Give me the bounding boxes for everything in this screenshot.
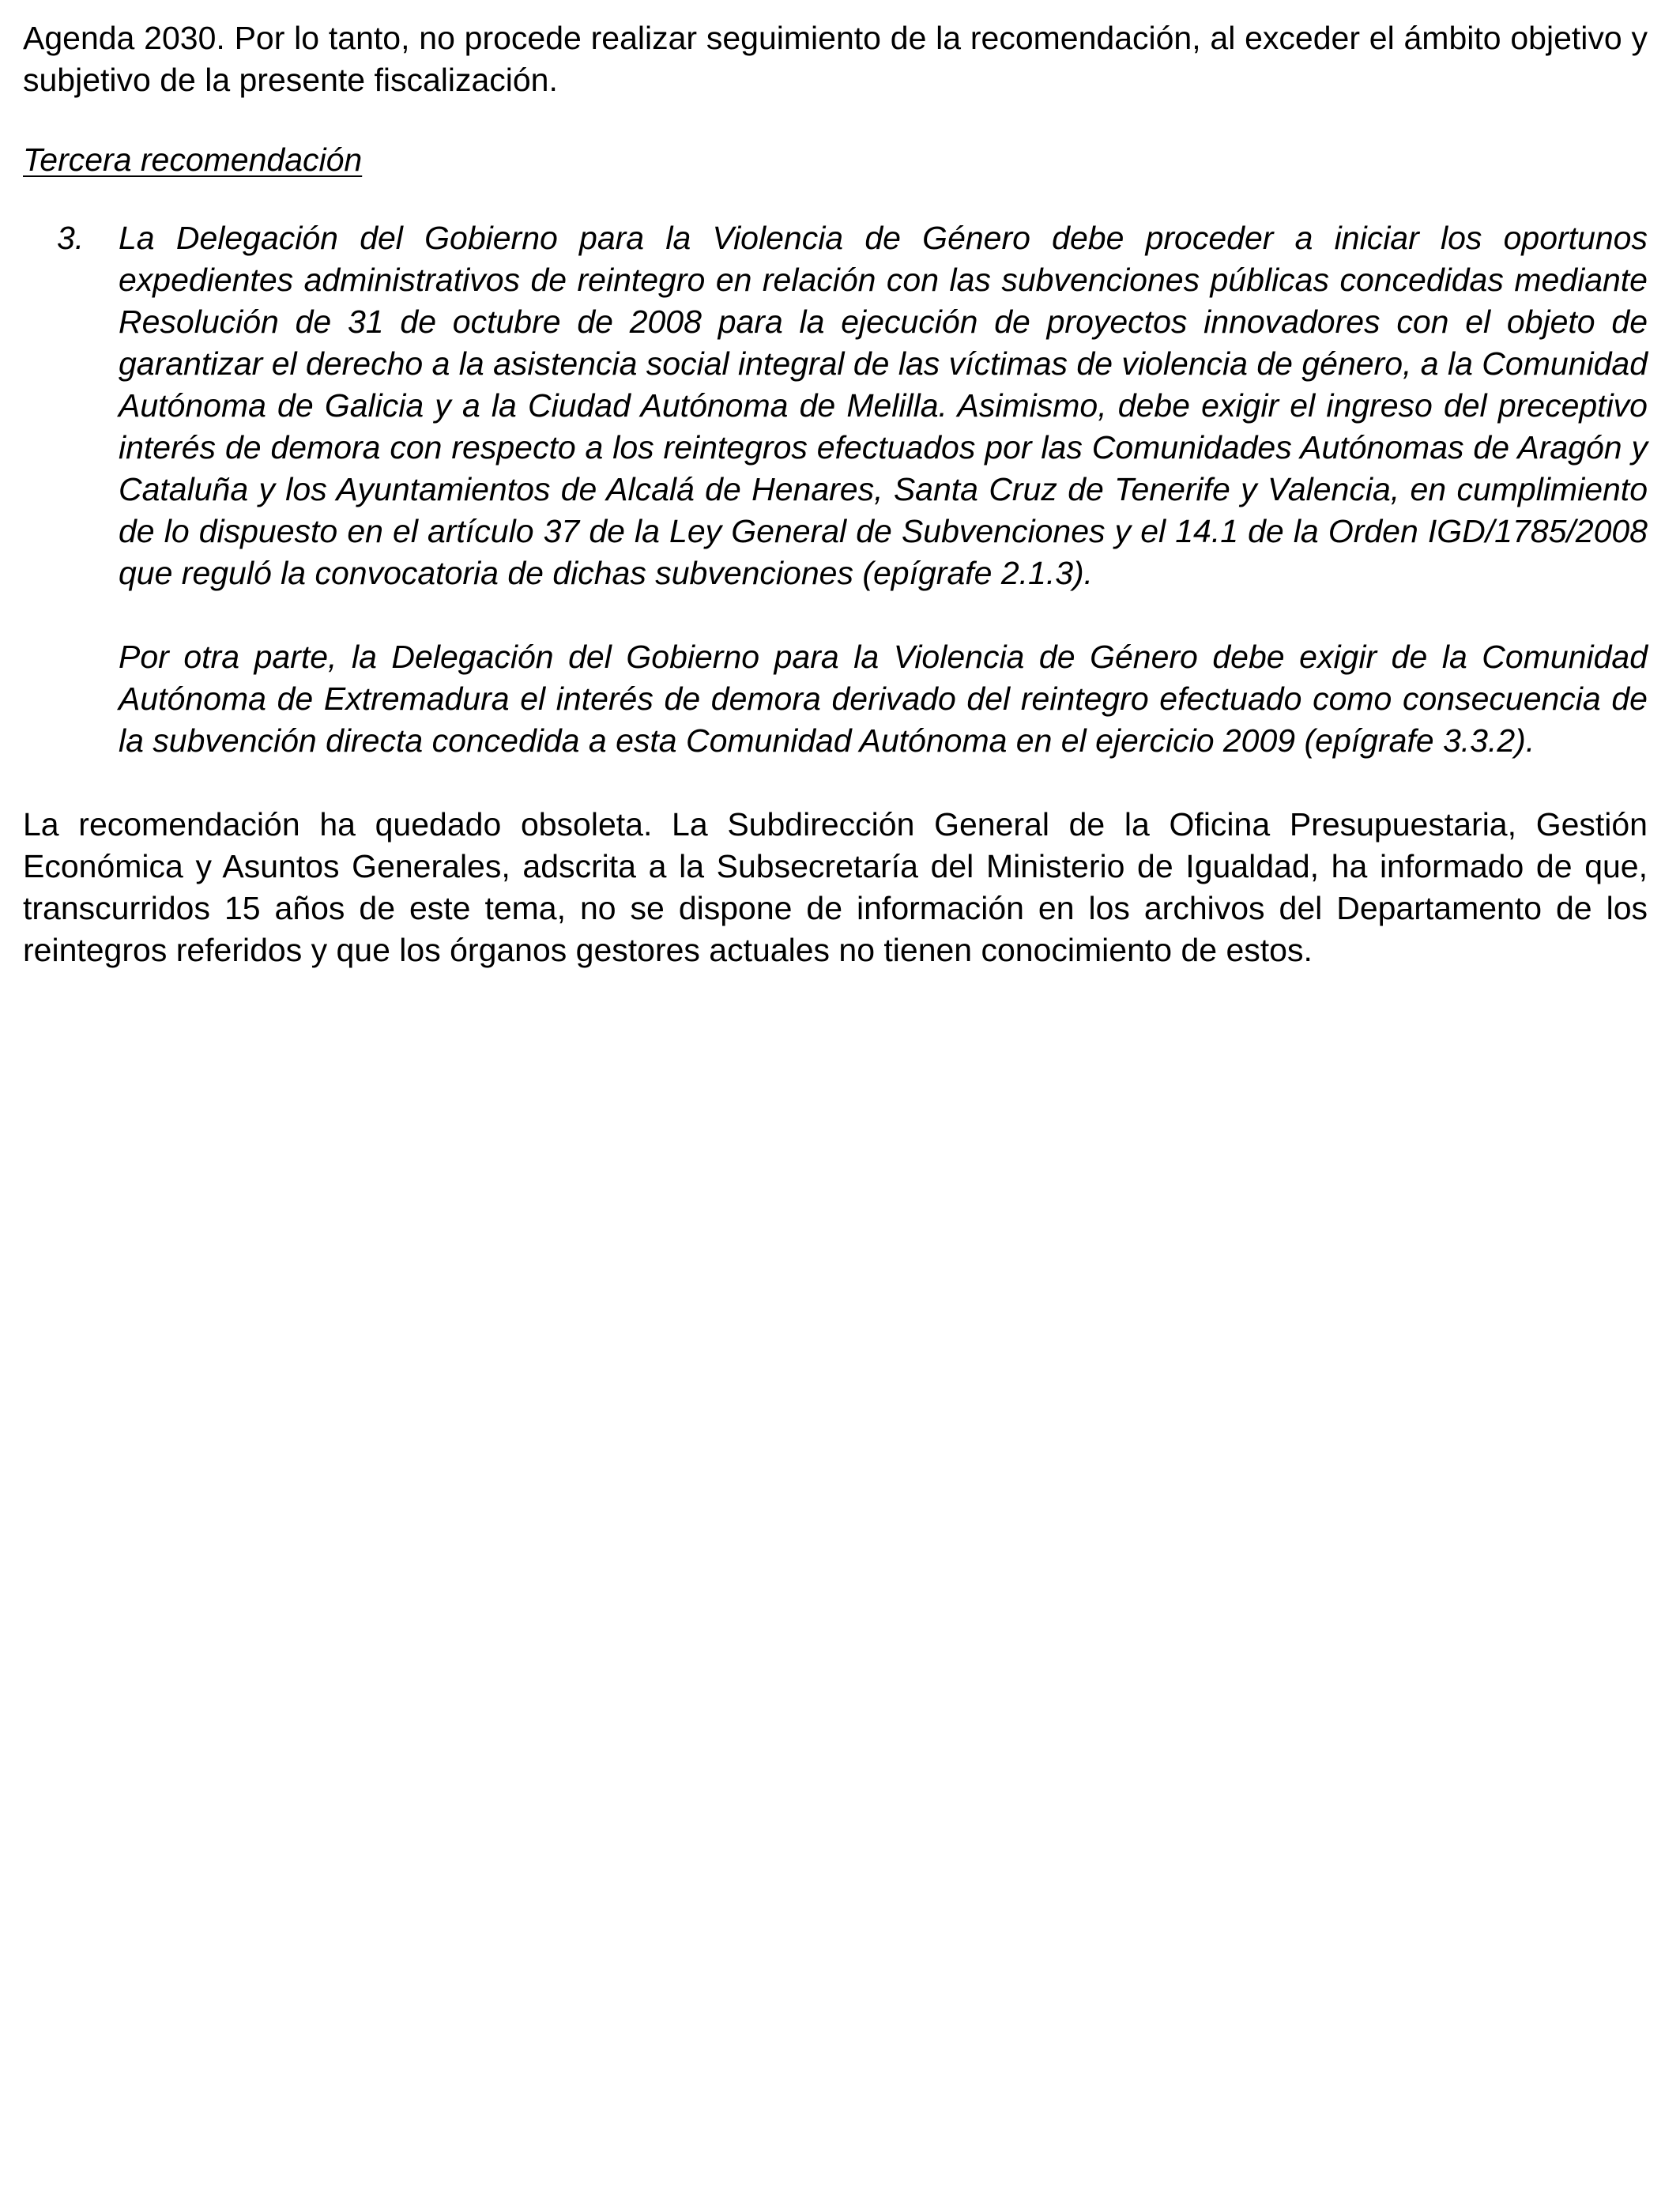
recommendation-paragraph-1: La Delegación del Gobierno para la Violencia de Género debe proceder a iniciar los oportunos expedientes administrativos de reintegro en relación con las subvenciones públicas concedidas mediante Resolución de 31 de octubre de 2008 para la ejecución de proyectos innovadores con el objeto de garantizar el derecho a la asistencia social integral de las víctimas de violencia de género, a la Comunidad Autónoma de Galicia y a la Ciudad Autónoma de Melilla. Asimismo, debe exigir el ingreso del preceptivo interés de demora con respecto a los reintegros efectuados por las Comunidades Autónomas de Aragón y Cataluña y los Ayuntamientos de Alcalá de Henares, Santa Cruz de Tenerife y Valencia, en cumplimiento de lo dispuesto en el artículo 37 de la Ley General de Subvenciones y el 14.1 de la Orden IGD/1785/2008 que reguló la convocatoria de dichas subvenciones (epígrafe 2.1.3). [119,220,1648,591]
recommendation-paragraph-2: Por otra parte, la Delegación del Gobierno para la Violencia de Género debe exigir de la Comunidad Autónoma de Extremadura el interés de demora derivado del reintegro efectuado como consecuencia de la subvención directa concedida a esta Comunidad Autónoma en el ejercicio 2009 (epígrafe 3.3.2). [119,639,1648,759]
recommendation-item [23,217,1648,762]
section-heading: Tercera recomendación [23,141,363,178]
recommendation-number: 3. [57,220,85,256]
intro-paragraph: Agenda 2030. Por lo tanto, no procede realizar seguimiento de la recomendación, al exceder el ámbito objetivo y subjetivo de la presente fiscalización. [23,20,1648,98]
document-page [23,17,1648,971]
closing-paragraph: La recomendación ha quedado obsoleta. La Subdirección General de la Oficina Presupuestaria, Gestión Económica y Asuntos Generales, adscrita a la Subsecretaría del Ministerio de Igualdad, ha informado de que, transcurridos 15 años de este tema, no se dispone de información en los archivos del Departamento de los reintegros referidos y que los órganos gestores actuales no tienen conocimiento de estos. [23,806,1648,968]
